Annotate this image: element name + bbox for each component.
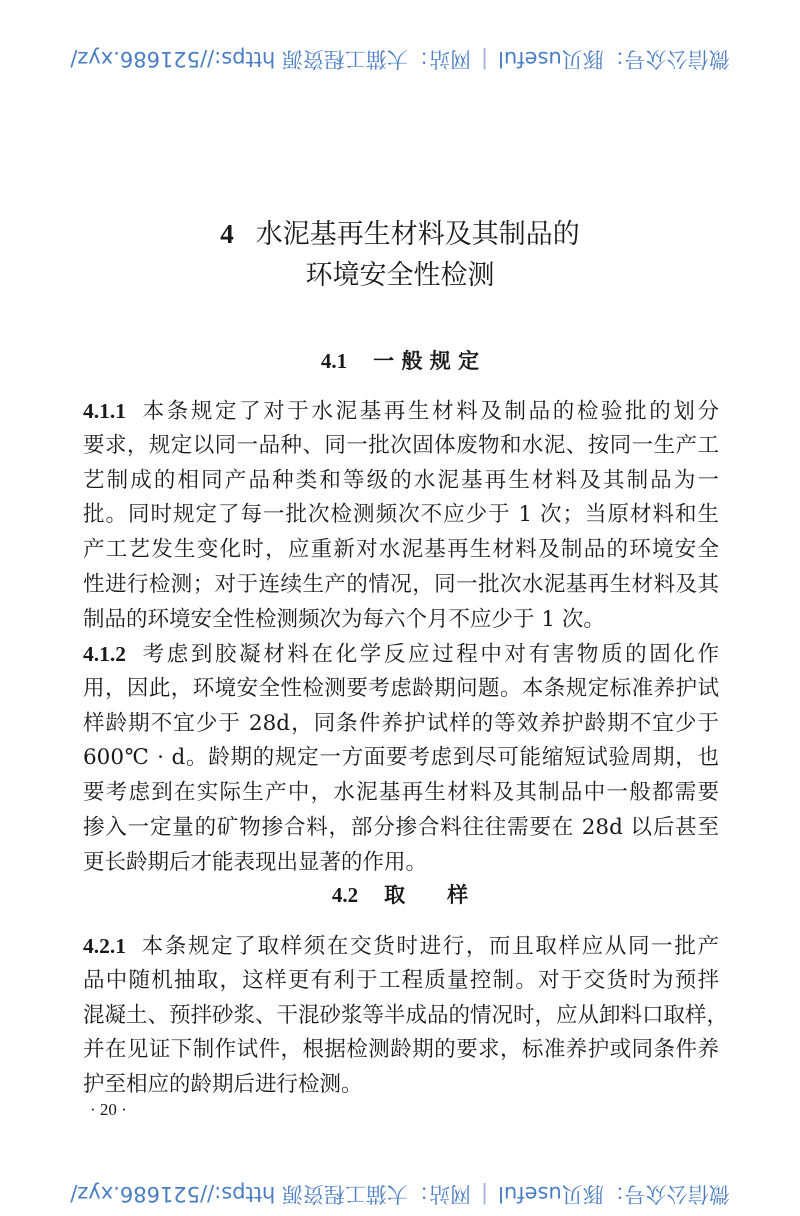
watermark-bottom <box>40 1180 760 1210</box>
paragraph-line <box>83 709 719 739</box>
section-number: 4.1 <box>320 349 348 373</box>
chapter-title-text: 水泥基再生材料及其制品的 <box>255 219 580 250</box>
chapter-number: 4 <box>220 219 234 249</box>
watermark-separator: | <box>480 48 489 72</box>
paragraph-line <box>83 570 719 600</box>
line-text: 护至相应的龄期后进行检测。 <box>83 1072 363 1098</box>
paragraph-line <box>83 931 719 961</box>
paragraph-line <box>83 813 719 843</box>
line-text: 要求，规定以同一品种、同一批次固体废物和水泥、按同一生产工 <box>83 432 719 458</box>
clause-number: 4.1.2 <box>83 642 126 666</box>
line-text: 本条规定了对于水泥基再生材料及制品的检验批的划分 <box>140 399 719 424</box>
line-text: 要考虑到在实际生产中，水泥基再生材料及其制品中一般都需要 <box>83 780 719 806</box>
paragraph-line <box>83 396 719 426</box>
paragraph-line <box>83 1035 719 1065</box>
line-text: 并在见证下制作试件，根据检测龄期的要求，标准养护或同条件养 <box>83 1037 719 1063</box>
paragraph-line <box>83 778 719 808</box>
line-text: 样龄期不宜少于 28d，同条件养护试样的等效养护龄期不宜少于 <box>83 710 719 736</box>
paragraph-line <box>83 500 719 530</box>
page-number: · 20 · <box>90 1100 127 1119</box>
clause-number: 4.2.1 <box>83 934 126 958</box>
section-heading-4-1 <box>0 345 800 375</box>
paragraph-line <box>83 743 719 773</box>
paragraph-line <box>83 1070 719 1100</box>
line-text: 品中随机抽取，这样更有利于工程质量控制。对于交货时为预拌 <box>83 967 719 993</box>
line-text: 艺制成的相同产品种类和等级的水泥基再生材料及其制品为一 <box>83 467 719 493</box>
chapter-title-line1 <box>0 212 800 251</box>
paragraph-line <box>83 1001 729 1031</box>
paragraph-line <box>83 848 719 878</box>
clause-number: 4.1.1 <box>83 399 126 423</box>
line-text: 掺入一定量的矿物掺合料，部分掺合料往往需要在 28d 以后甚至 <box>83 815 719 840</box>
line-text: 混凝土、预拌砂浆、干混砂浆等半成品的情况时，应从卸料口取样， <box>83 1002 729 1028</box>
watermark-separator: | <box>480 1183 489 1207</box>
line-text: 批。同时规定了每一批次检测频次不应少于 1 次；当原材料和生 <box>83 502 719 528</box>
paragraph-line <box>83 674 719 704</box>
line-text: 更长龄期后才能表现出显著的作用。 <box>83 849 428 875</box>
line-text: 用，因此，环境安全性检测要考虑龄期问题。本条规定标准养护试 <box>83 675 719 701</box>
paragraph-line <box>83 966 719 996</box>
paragraph-line <box>83 431 719 461</box>
paragraph-line <box>83 535 719 565</box>
line-text: 600℃ · d。龄期的规定一方面要考虑到尽可能缩短试验周期，也 <box>83 745 719 771</box>
line-text: 考虑到胶凝材料在化学反应过程中对有害物质的固化作 <box>140 642 719 667</box>
section-heading-4-2 <box>0 879 800 909</box>
line-text: 性进行检测；对于连续生产的情况，同一批次水泥基再生材料及其 <box>83 572 719 597</box>
watermark-site: 网站：大猫工程资源 https://521686.xyz/ <box>70 47 471 71</box>
watermark-top <box>40 45 760 75</box>
section-title: 取 样 <box>384 883 469 907</box>
line-text: 制品的环境安全性检测频次为每六个月不应少于 1 次。 <box>83 606 605 632</box>
line-text: 产工艺发生变化时，应重新对水泥基再生材料及制品的环境安全 <box>83 537 719 563</box>
paragraph-line <box>83 639 719 669</box>
section-number: 4.2 <box>331 883 359 907</box>
chapter-title-line2: 环境安全性检测 <box>305 260 495 291</box>
watermark-site: 网站：大猫工程资源 https://521686.xyz/ <box>70 1182 471 1206</box>
watermark-wechat: 微信公众号：豚贝useful <box>498 1182 730 1206</box>
paragraph-line <box>83 466 719 496</box>
section-title: 一 般 规 定 <box>373 349 480 373</box>
line-text: 本条规定了取样须在交货时进行，而且取样应从同一批产 <box>140 934 719 959</box>
watermark-wechat: 微信公众号：豚贝useful <box>498 47 730 71</box>
paragraph-line <box>83 605 719 635</box>
